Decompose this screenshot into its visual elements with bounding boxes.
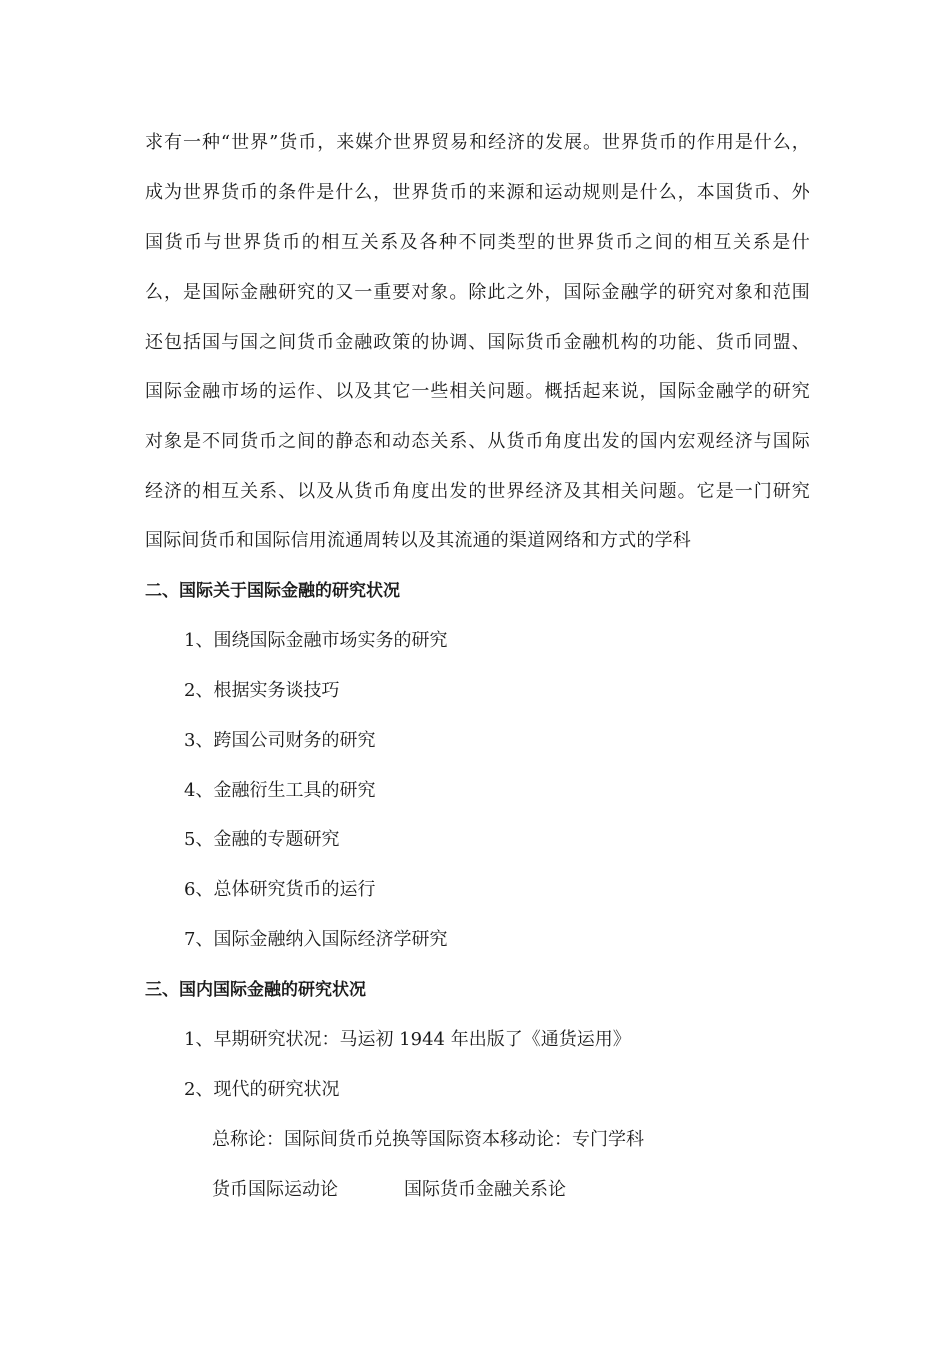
list-item: 5、金融的专题研究 (184, 829, 340, 850)
paragraph-line: 国货币与世界货币的相互关系及各种不同类型的世界货币之间的相互关系是什 (145, 232, 810, 253)
section-heading: 三、国内国际金融的研究状况 (145, 980, 366, 1000)
sub-item-left: 货币国际运动论 (212, 1179, 338, 1200)
paragraph-line: 成为世界货币的条件是什么，世界货币的来源和运动规则是什么，本国货币、外 (145, 182, 810, 203)
paragraph-line: 国际金融市场的运作、以及其它一些相关问题。概括起来说，国际金融学的研究 (145, 381, 810, 402)
list-item: 7、国际金融纳入国际经济学研究 (184, 929, 448, 950)
sub-line: 总称论：国际间货币兑换等国际资本移动论：专门学科 (212, 1129, 644, 1150)
list-item: 6、总体研究货币的运行 (184, 879, 376, 900)
list-item: 1、早期研究状况：马运初 1944 年出版了《通货运用》 (184, 1029, 631, 1050)
paragraph-line: 国际间货币和国际信用流通周转以及其流通的渠道网络和方式的学科 (145, 530, 691, 551)
list-item: 2、现代的研究状况 (184, 1079, 340, 1100)
paragraph-line: 求有一种“世界”货币，来媒介世界贸易和经济的发展。世界货币的作用是什么， (145, 132, 810, 153)
sub-item-right: 国际货币金融关系论 (404, 1179, 566, 1200)
paragraph-line: 么，是国际金融研究的又一重要对象。除此之外，国际金融学的研究对象和范围 (145, 282, 810, 303)
list-item: 4、金融衍生工具的研究 (184, 780, 376, 801)
list-item: 3、跨国公司财务的研究 (184, 730, 376, 751)
section-heading: 二、国际关于国际金融的研究状况 (145, 581, 400, 601)
paragraph-line: 对象是不同货币之间的静态和动态关系、从货币角度出发的国内宏观经济与国际 (145, 431, 810, 452)
paragraph-line: 还包括国与国之间货币金融政策的协调、国际货币金融机构的功能、货币同盟、 (145, 332, 810, 353)
list-item: 2、根据实务谈技巧 (184, 680, 340, 701)
paragraph-line: 经济的相互关系、以及从货币角度出发的世界经济及其相关问题。它是一门研究 (145, 481, 810, 502)
list-item: 1、围绕国际金融市场实务的研究 (184, 630, 448, 651)
